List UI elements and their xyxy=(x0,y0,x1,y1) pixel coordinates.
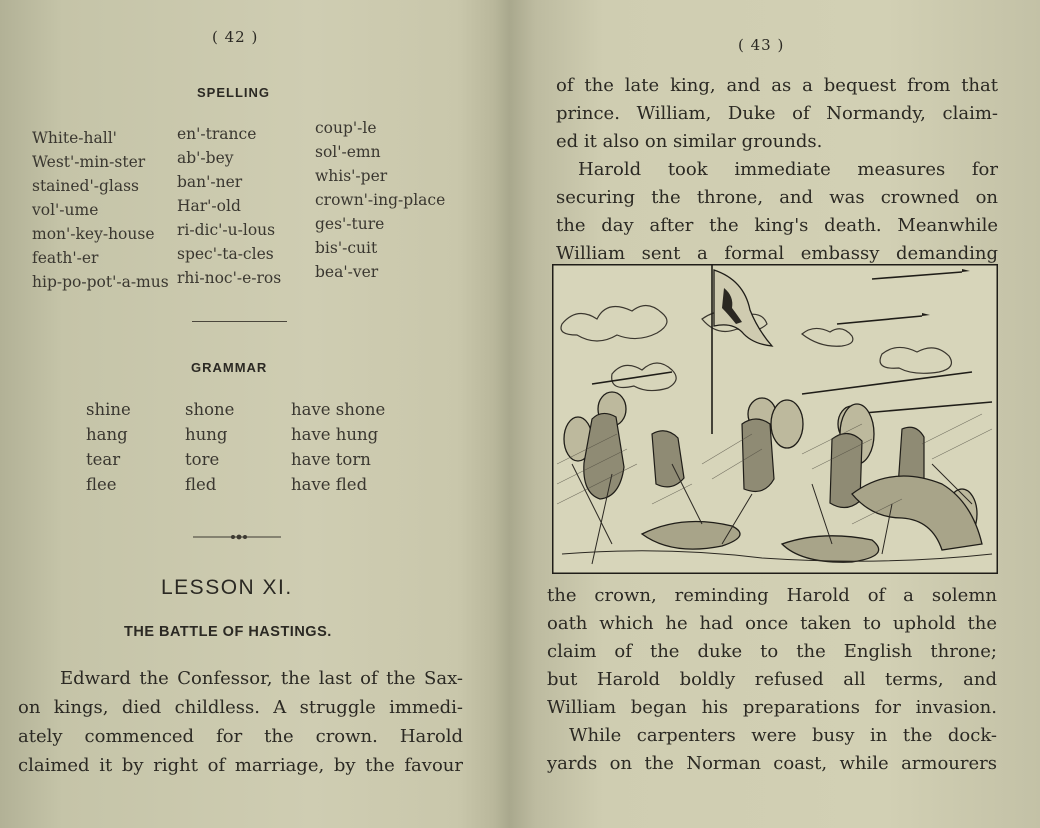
grammar-word: tear xyxy=(86,450,121,469)
grammar-word: shine xyxy=(86,400,131,419)
lesson-title: LESSON XI. xyxy=(161,576,293,599)
spelling-column-1 xyxy=(32,126,169,294)
spelling-word: ab'-bey xyxy=(177,149,234,167)
spelling-word: ges'-ture xyxy=(315,215,385,233)
left-page xyxy=(0,0,500,828)
text-line: ed it also on similar grounds. xyxy=(556,131,823,152)
grammar-word: fled xyxy=(185,475,217,494)
text-line: but Harold boldly refused all terms, and xyxy=(547,669,997,690)
right-bottom-text xyxy=(547,582,997,778)
spelling-word: ri-dic'-u-lous xyxy=(177,221,276,239)
spelling-word: spec'-ta-cles xyxy=(177,245,274,263)
grammar-heading: GRAMMAR xyxy=(191,360,268,375)
spelling-word: feath'-er xyxy=(32,249,99,267)
grammar-word: hung xyxy=(185,425,228,444)
grammar-word: have hung xyxy=(291,425,379,444)
right-top-text xyxy=(556,72,998,268)
spelling-word: West'-min-ster xyxy=(32,153,146,171)
spelling-word: crown'-ing-place xyxy=(315,191,446,209)
grammar-word: shone xyxy=(185,400,235,419)
text-line: William began his preparations for invasion. xyxy=(547,697,997,718)
grammar-word: tore xyxy=(185,450,220,469)
grammar-column-2 xyxy=(185,397,234,497)
text-line: oath which he had once taken to uphold the xyxy=(547,613,997,634)
spelling-column-2 xyxy=(177,122,281,290)
spelling-word: hip-po-pot'-a-mus xyxy=(32,273,169,291)
text-line: William sent a formal embassy demanding xyxy=(556,243,998,264)
spelling-word: bis'-cuit xyxy=(315,239,378,257)
spelling-word: bea'-ver xyxy=(315,263,379,281)
text-line: ately commenced for the crown. Harold xyxy=(18,726,463,747)
text-line: Harold took immediate measures for xyxy=(578,159,998,180)
grammar-word: hang xyxy=(86,425,128,444)
text-line: the crown, reminding Harold of a solemn xyxy=(547,585,997,606)
spelling-heading: SPELLING xyxy=(197,85,271,100)
spelling-word: ban'-ner xyxy=(177,173,243,191)
text-line: the day after the king's death. Meanwhile xyxy=(556,215,998,236)
text-line: prince. William, Duke of Normandy, claim- xyxy=(556,103,998,124)
page-number-right: ( 43 ) xyxy=(738,36,785,54)
grammar-word: have shone xyxy=(291,400,386,419)
right-page xyxy=(500,0,1040,828)
text-line: While carpenters were busy in the dock- xyxy=(569,725,997,746)
spelling-word: sol'-emn xyxy=(315,143,381,161)
text-line: claimed it by right of marriage, by the favour xyxy=(18,755,463,776)
spelling-word: whis'-per xyxy=(315,167,388,185)
spelling-word: stained'-glass xyxy=(32,177,139,195)
grammar-column-1 xyxy=(86,397,131,497)
spelling-word: vol'-ume xyxy=(32,201,99,219)
spelling-column-3 xyxy=(315,116,445,284)
spelling-word: coup'-le xyxy=(315,119,377,137)
spelling-word: mon'-key-house xyxy=(32,225,155,243)
spelling-word: rhi-noc'-e-ros xyxy=(177,269,282,287)
spelling-word: White-hall' xyxy=(32,129,117,147)
section-divider xyxy=(192,321,287,322)
text-line: securing the throne, and was crowned on xyxy=(556,187,998,208)
ornament-divider xyxy=(193,533,281,541)
grammar-column-3 xyxy=(291,397,385,497)
battle-illustration xyxy=(552,264,998,574)
spelling-word: Har'-old xyxy=(177,197,241,215)
grammar-word: have torn xyxy=(291,450,371,469)
text-line: on kings, died childless. A struggle immedi- xyxy=(18,697,463,718)
grammar-word: have fled xyxy=(291,475,368,494)
text-line: of the late king, and as a bequest from that xyxy=(556,75,998,96)
spelling-word: en'-trance xyxy=(177,125,257,143)
grammar-word: flee xyxy=(86,475,117,494)
lesson-subtitle: THE BATTLE OF HASTINGS. xyxy=(124,624,332,640)
page-number-left: ( 42 ) xyxy=(212,28,259,46)
text-line: Edward the Confessor, the last of the Sax- xyxy=(60,668,463,689)
text-line: claim of the duke to the English throne; xyxy=(547,641,997,662)
text-line: yards on the Norman coast, while armourers xyxy=(547,753,997,774)
left-body-text xyxy=(18,664,463,780)
